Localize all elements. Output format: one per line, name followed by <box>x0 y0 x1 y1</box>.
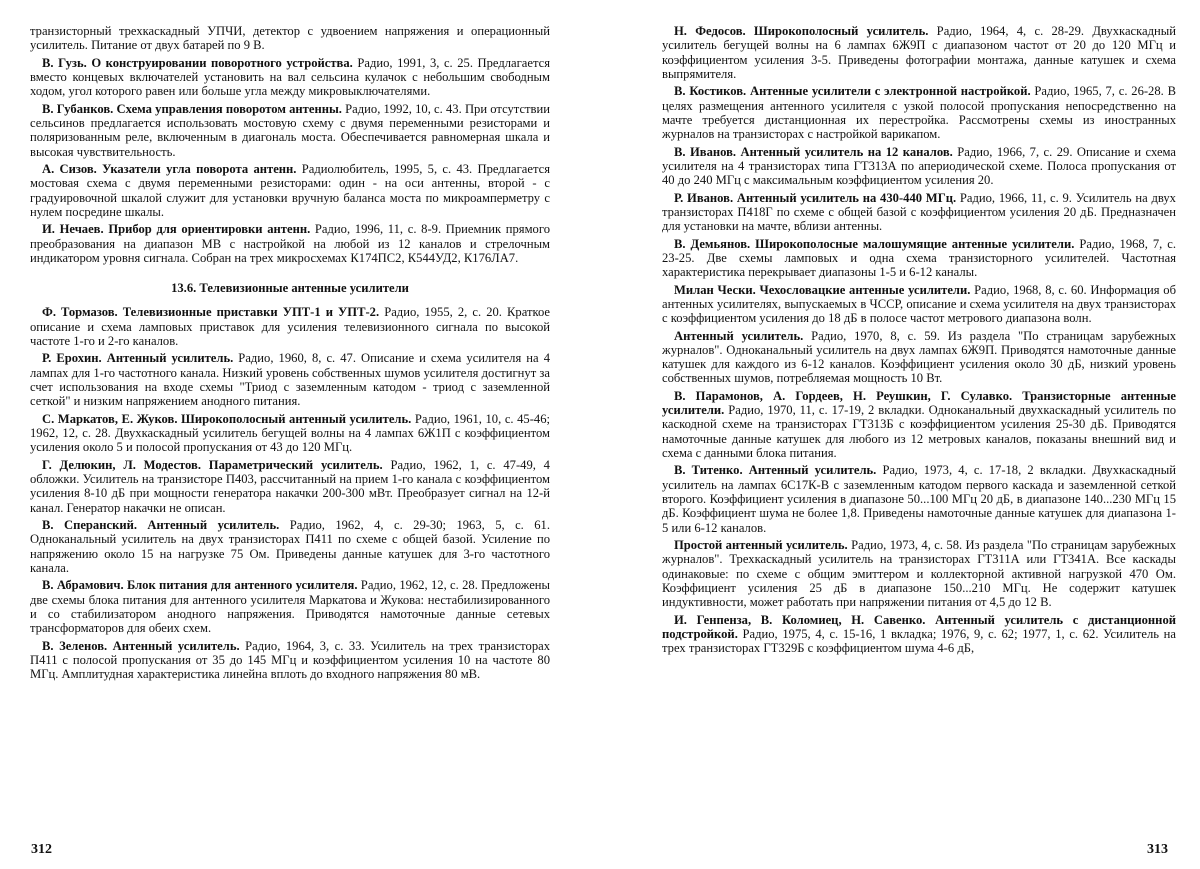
entry-heading: Антенный усилитель. <box>674 328 804 343</box>
entry-text: Радио, 1955, 2, с. 20. Краткое описание и схема ламповых приставок для усиления телевизионного сигнала по высокой частоте 1-го и 2-го каналов. <box>30 305 550 349</box>
entry-heading: В. Титенко. Антенный усилитель. <box>674 463 877 478</box>
entry-text: Радио, 1973, 4, с. 58. Из раздела "По страницам зарубежных журналов". Трехкаскадный усилитель на транзисторах ГТ311А или ГТ341А. Все каскады одинаковые: по схеме с общим эмиттером и коллекторной активной нагрузкой 470 Ом. Коэффициент усиления 25 дБ в диапазоне 150...210 МГц. Не содержит катушек индуктивности, может работать при напряжении питания от 4,5 до 12 В. <box>662 537 1177 610</box>
section-heading: 13.6. Телевизионные антенные усилители <box>171 281 409 296</box>
entry-heading: С. Маркатов, Е. Жуков. Широкополосный антенный усилитель. <box>42 411 412 426</box>
entry-text: Радио, 1968, 8, с. 60. Информация об антенных усилителях, выпускаемых в ЧССР, описание и схема усилителя на двух транзисторах с коэффициентом усиления до 18 дБ в полосе частот метрового диапазона волн. <box>662 282 1176 326</box>
page-number-right: 313 <box>1147 842 1168 857</box>
entry-heading: И. Нечаев. Прибор для ориентировки антенн. <box>42 222 311 237</box>
entry-text: Радио, 1962, 12, с. 28. Предложены две схемы блока питания для антенного усилителя Маркатова и Жукова: нестабилизированного и со стабилизатором анодного напряжения. Приводятся намоточные данные сетевых трансформаторов для обеих схем. <box>30 578 550 636</box>
entry-heading: В. Абрамович. Блок питания для антенного усилителя. <box>42 578 358 593</box>
entry-text: Радио, 1960, 8, с. 47. Описание и схема усилителя на 4 лампах для 1-го частотного канала. Низкий уровень собственных шумов усилителя достигнут за счет использования на входе схемы "Триод с заземленным катодом - триод с заземленной сеткой" и низким напряжением анодного питания. <box>30 351 550 409</box>
bibliography-entry <box>30 222 550 265</box>
entry-heading: Милан Чески. Чехословацкие антенные усилители. <box>674 282 971 297</box>
entry-heading: В. Зеленов. Антенный усилитель. <box>42 638 240 653</box>
entry-text: Радио, 1961, 10, с. 45-46; 1962, 12, с. 28. Двухкаскадный усилитель бегущей волны на 4 лампах 6Ж1П с коэффициентом усиления около 5 и полосой пропускания от 43 до 120 МГц. <box>30 411 551 455</box>
bibliography-entry <box>30 412 550 455</box>
bibliography-entry <box>662 24 1176 81</box>
entry-heading: Простой антенный усилитель. <box>674 537 848 552</box>
entry-heading: В. Иванов. Антенный усилитель на 12 каналов. <box>674 144 953 159</box>
bibliography-entry <box>662 389 1176 460</box>
entry-text: Радио, 1973, 4, с. 17-18, 2 вкладки. Двухкаскадный усилитель на лампах 6С17К-В с заземленным катодом первого каскада и заземленной сеткой второго. Коэффициент усиления в диапазоне 50...100 МГц 20 дБ, в диапазоне 140...230 МГц 15 дБ. Коэффициент шума не более 1,8. Приведены намоточные данные катушек для диапазона 1-5 или 6-12 каналов. <box>662 463 1176 535</box>
entry-text: Радио, 1992, 10, с. 43. При отсутствии сельсинов предлагается использовать мостовую схему с двумя переменными резисторами и поляризованным реле, включенным в диагональ моста. Обеспечивается равномерная шкала и высокая чувствительность. <box>30 101 550 159</box>
bibliography-entry <box>30 24 550 53</box>
left-section-entries <box>30 305 550 681</box>
bibliography-entry <box>30 305 550 348</box>
entry-text: Радио, 1964, 4, с. 28-29. Двухкаскадный усилитель бегущей волны на 6 лампах 6Ж9П с диапазоном частот от 20 до 120 МГц и коэффициентом усиления 3-5. Приведены фотографии монтажа, данные катушек и схема выпрямителя. <box>662 24 1176 81</box>
bibliography-entry <box>662 283 1176 326</box>
entry-heading: Г. Делюкин, Л. Модестов. Параметрический усилитель. <box>42 457 383 472</box>
entry-text: Радио, 1991, 3, с. 25. Предлагается вместо концевых включателей установить на вал сельсина кулачок с небольшим свободным ходом, угол которого равен или больше угла между микровыключателями. <box>30 55 550 99</box>
bibliography-entry <box>662 191 1176 234</box>
entry-heading: Ф. Тормазов. Телевизионные приставки УПТ-1 и УПТ-2. <box>42 305 380 320</box>
left-entries <box>30 24 550 265</box>
entry-heading: В. Сперанский. Антенный усилитель. <box>42 517 280 532</box>
entry-heading: И. Генпенза, В. Коломиец, Н. Савенко. Антенный усилитель с дистанционной подстройкой. <box>662 612 1176 641</box>
entry-text: Радио, 1975, 4, с. 15-16, 1 вкладка; 1976, 9, с. 62; 1977, 1, с. 62. Усилитель на трех транзисторах ГТ329Б с коэффициентом шума 4-6 дБ, <box>662 626 1176 656</box>
bibliography-entry <box>30 162 550 219</box>
bibliography-entry <box>30 102 550 159</box>
entry-heading: А. Сизов. Указатели угла поворота антенн. <box>42 161 297 176</box>
bibliography-entry <box>662 145 1176 188</box>
entry-text: Радио, 1970, 8, с. 59. Из раздела "По страницам зарубежных журналов". Одноканальный усилитель на двух лампах 6Ж9П. Приводятся намоточные данные катушек для каждого из 6-12 каналов. Коэффициент усиления около 30 дБ, низкий уровень собственных шумов, потребляемая мощность 10 Вт. <box>662 328 1176 386</box>
bibliography-entry <box>662 84 1176 141</box>
entry-heading: В. Гузь. О конструировании поворотного устройства. <box>42 55 353 70</box>
entry-heading: В. Парамонов, А. Гордеев, Н. Реушкин, Г. Сулавко. Транзисторные антенные усилители. <box>662 388 1176 418</box>
bibliography-entry <box>30 351 550 408</box>
right-entries <box>662 24 1176 655</box>
bibliography-entry <box>662 329 1176 386</box>
entry-text: Радио, 1966, 11, с. 9. Усилитель на двух транзисторах П418Г по схеме с общей базой с коэффициентом усиления 20 дБ. Предназначен для установки на мачте, вблизи антенны. <box>662 190 1176 234</box>
entry-text: Радио, 1968, 7, с. 23-25. Две схемы ламповых и одна схема транзисторного усилителей. Частотная характеристика перекрывает диапазоны 1-5 и 6-12 каналы. <box>662 236 1176 280</box>
bibliography-entry <box>30 56 550 99</box>
entry-heading: В. Костиков. Антенные усилители с электронной настройкой. <box>674 84 1031 99</box>
bibliography-entry <box>30 639 550 682</box>
page-number-left: 312 <box>31 842 52 857</box>
entry-text: Радио, 1970, 11, с. 17-19, 2 вкладки. Одноканальный двухкаскадный усилитель по каскодной схеме на транзисторах ГТ313Б с коэффициентом усиления 25-30 дБ. Приводятся намоточные данные катушек для любого из 12 метровых каналов, показаны внешний вид и схема с данными блока питания. <box>662 403 1176 460</box>
bibliography-entry <box>30 458 550 515</box>
entry-heading: Н. Федосов. Широкополосный усилитель. <box>674 24 929 38</box>
entry-text: Радио, 1965, 7, с. 26-28. В целях размещения антенного усилителя с узкой полосой пропускания непосредственно на мачте требуется дистанционная их перестройка. Рассмотрены схемы из иностранных журналов на транзисторах с настройкой варикапом. <box>662 84 1176 142</box>
entry-text: транзисторный трехкаскадный УПЧИ, детектор с удвоением напряжения и операционный усилитель. Питание от двух батарей по 9 В. <box>30 24 550 53</box>
entry-heading: Р. Ерохин. Антенный усилитель. <box>42 351 234 366</box>
entry-text: Радио, 1962, 1, с. 47-49, 4 обложки. Усилитель на транзисторе П403, рассчитанный на прием 1-го канала с коэффициентом усиления 8-10 дБ при мощности генератора накачки 200-300 мВт. Преобразует сигнал на 12-й канал. Генератор накачки не описан. <box>30 457 550 515</box>
entry-text: Радио, 1964, 3, с. 33. Усилитель на трех транзисторах П411 с полосой пропускания от 35 до 145 МГц и коэффициентом усиления 10 на частоте 80 МГц. Амплитудная характеристика линейна вплоть до входного напряжения 80 мВ. <box>30 638 551 682</box>
left-page <box>30 24 550 685</box>
entry-text: Радио, 1966, 7, с. 29. Описание и схема усилителя на 4 транзисторах типа ГТ313А по апериодической схеме. Полоса пропускания от 40 до 240 МГц с максимальным коэффициентом усиления 20. <box>662 144 1177 188</box>
bibliography-entry <box>662 538 1176 609</box>
bibliography-entry <box>30 518 550 575</box>
bibliography-entry <box>30 578 550 635</box>
entry-heading: В. Губанков. Схема управления поворотом антенны. <box>42 101 342 116</box>
bibliography-entry <box>662 463 1176 534</box>
entry-heading: Р. Иванов. Антенный усилитель на 430-440 МГц. <box>674 190 957 205</box>
entry-text: Радио, 1962, 4, с. 29-30; 1963, 5, с. 61. Одноканальный усилитель на двух транзисторах П411 по схеме с общей базой. Усиление по напряжению около 15 на нагрузке 75 Ом. Приведены данные катушек для 3-го частотного канала. <box>30 517 550 575</box>
entry-heading: В. Демьянов. Широкополосные малошумящие антенные усилители. <box>674 236 1075 251</box>
entry-text: Радиолюбитель, 1995, 5, с. 43. Предлагается мостовая схема с двумя переменными резисторами: один - на оси антенны, второй - с градуировочной шкалой служит для установки вручную баланса моста по микроамперметру с нулем посредине шкалы. <box>30 161 550 219</box>
bibliography-entry <box>662 237 1176 280</box>
right-page <box>662 24 1176 659</box>
bibliography-entry <box>662 613 1176 656</box>
entry-text: Радио, 1996, 11, с. 8-9. Приемник прямого преобразования на диапазон МВ с настройкой на любой из 12 каналов и стрелочным индикатором уровня сигнала. Собран на трех микросхемах К174ПС2, К544УД2, К176ЛА7. <box>30 222 550 265</box>
